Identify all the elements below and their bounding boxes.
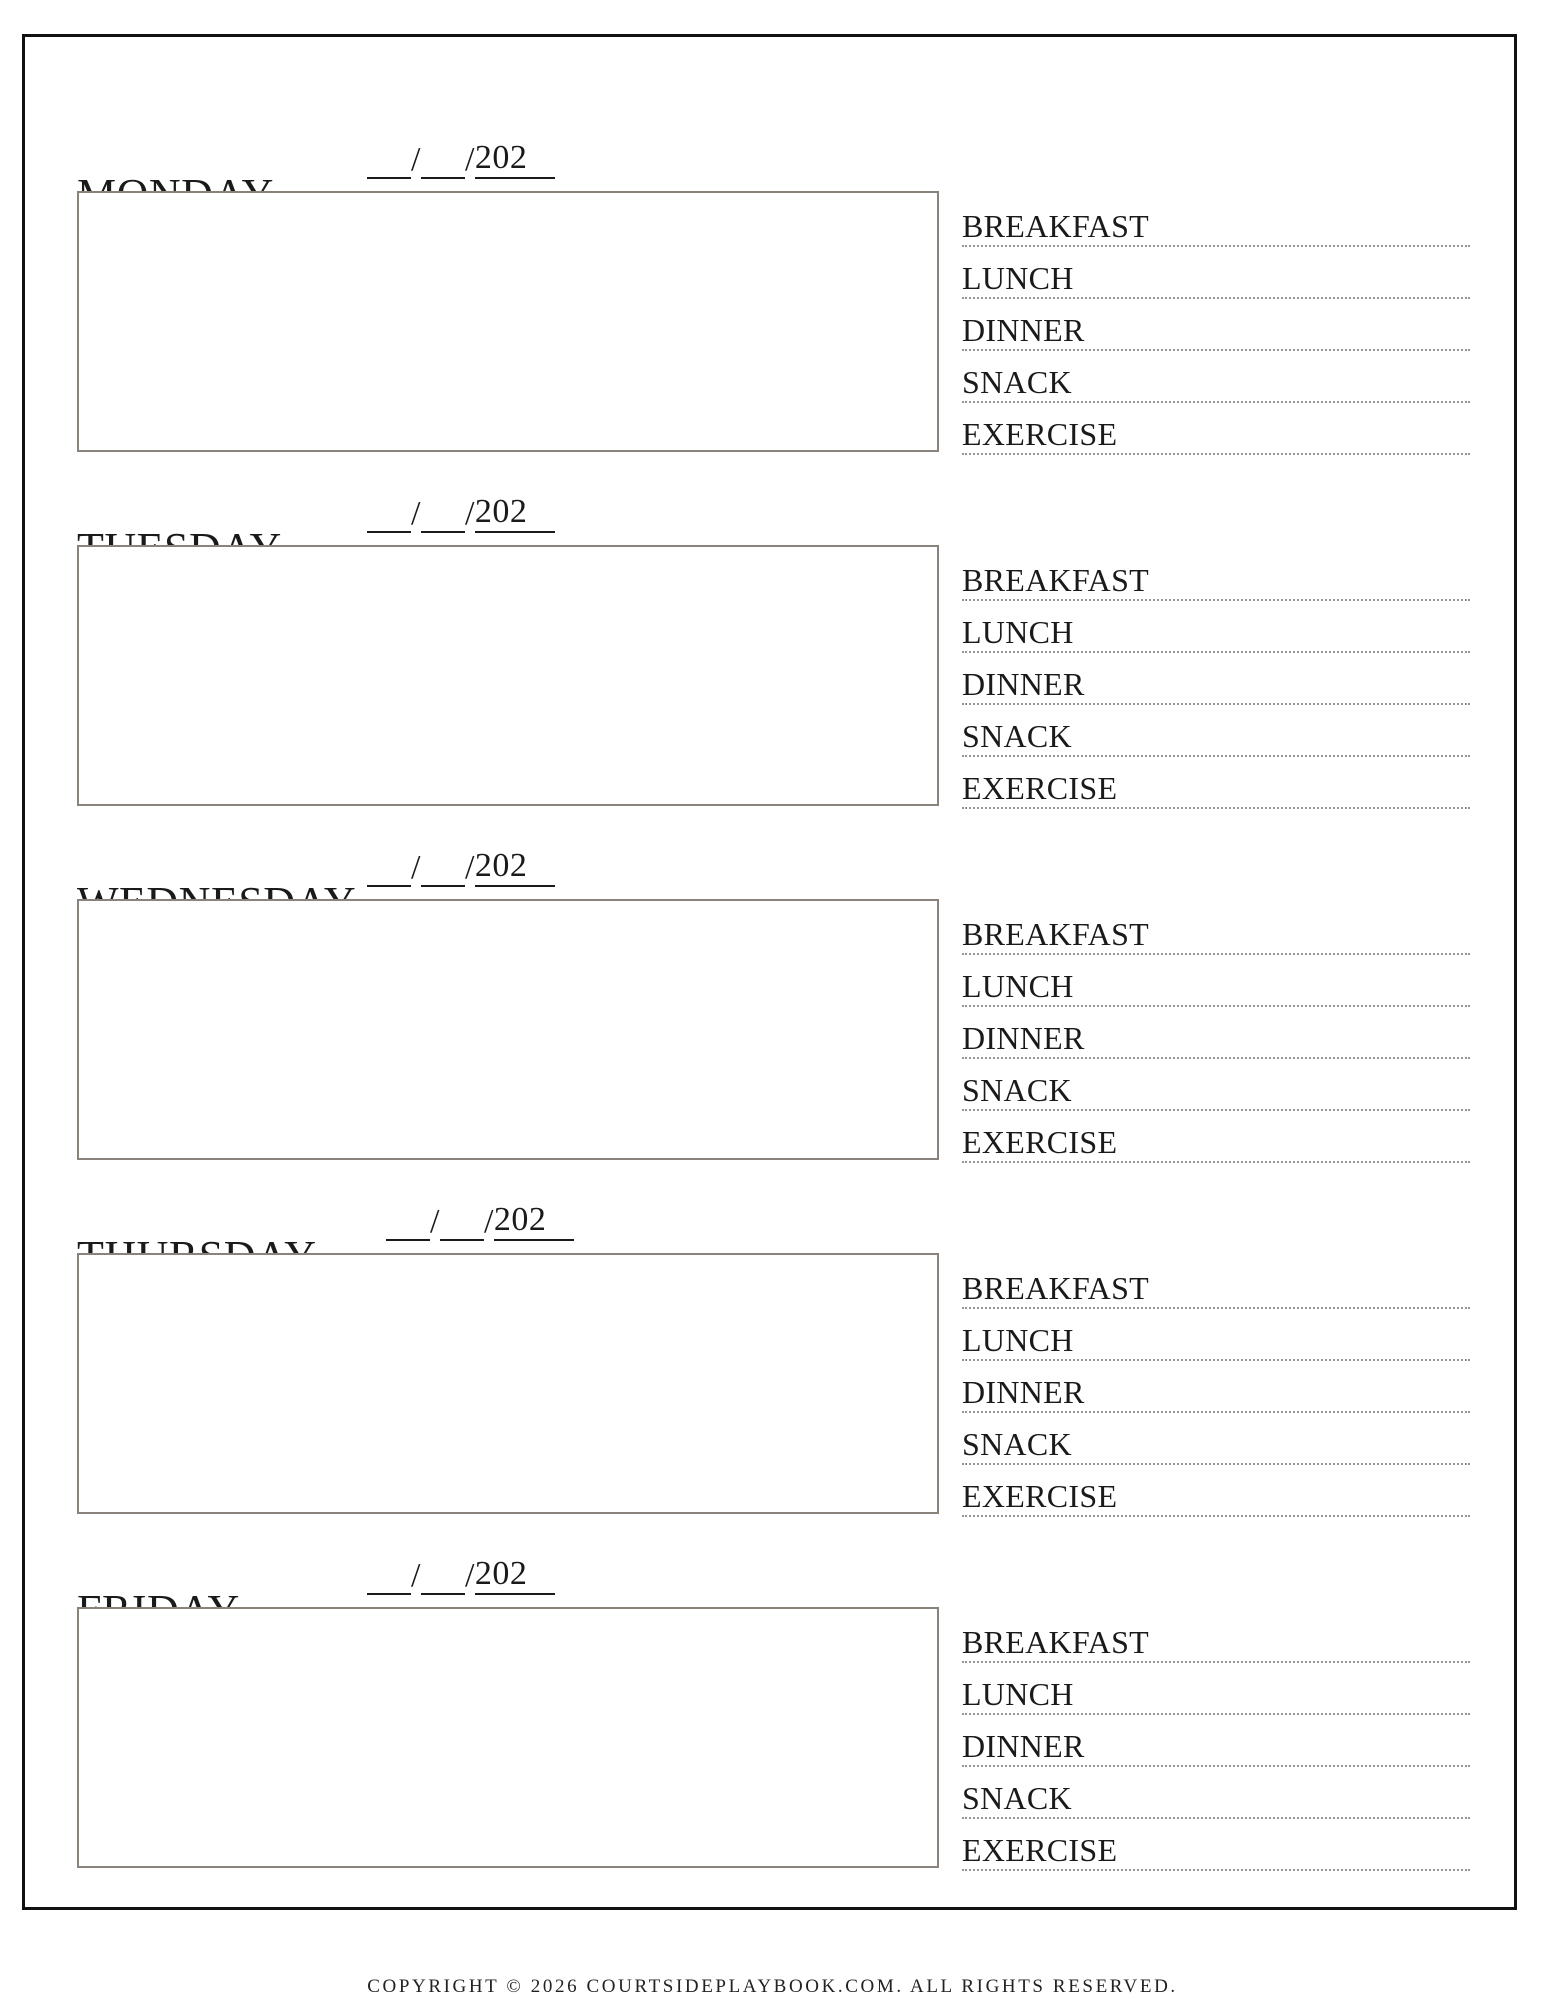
date-year-prefix: 202 (475, 139, 528, 179)
date-month-blank[interactable] (367, 493, 411, 533)
copyright-footer: COPYRIGHT © 2026 COURTSIDEPLAYBOOK.COM. ALL RIGHTS RESERVED. (367, 1976, 1178, 1997)
date-field[interactable] (367, 843, 555, 891)
meal-row-exercise[interactable] (962, 757, 1470, 809)
date-month-blank[interactable] (367, 847, 411, 887)
meal-row-dinner[interactable] (962, 299, 1470, 351)
meal-row-dinner[interactable] (962, 1007, 1470, 1059)
meal-row-exercise[interactable] (962, 403, 1470, 455)
meal-list (962, 549, 1470, 809)
date-separator: / (464, 849, 475, 886)
date-month-blank[interactable] (367, 1555, 411, 1595)
meal-row-dinner[interactable] (962, 1715, 1470, 1767)
notes-box[interactable] (77, 191, 939, 452)
meal-label: BREAKFAST (962, 1624, 1150, 1660)
meal-row-lunch[interactable] (962, 1663, 1470, 1715)
notes-box[interactable] (77, 545, 939, 806)
meal-row-snack[interactable] (962, 705, 1470, 757)
meal-row-lunch[interactable] (962, 1309, 1470, 1361)
date-month-blank[interactable] (386, 1201, 430, 1241)
meal-label: BREAKFAST (962, 208, 1150, 244)
meal-label: EXERCISE (962, 770, 1118, 806)
date-field[interactable] (367, 135, 555, 183)
meal-row-breakfast[interactable] (962, 1611, 1470, 1663)
meal-label: LUNCH (962, 614, 1074, 650)
meal-list (962, 195, 1470, 455)
date-separator: / (411, 1557, 421, 1594)
meal-row-breakfast[interactable] (962, 549, 1470, 601)
meal-list (962, 903, 1470, 1163)
meal-label: DINNER (962, 666, 1085, 702)
date-year-blank[interactable] (527, 1555, 555, 1595)
meal-row-snack[interactable] (962, 351, 1470, 403)
date-day-blank[interactable] (440, 1201, 484, 1241)
meal-label: BREAKFAST (962, 916, 1150, 952)
date-separator: / (464, 495, 475, 532)
date-year-blank[interactable] (527, 493, 555, 533)
meal-row-exercise[interactable] (962, 1111, 1470, 1163)
date-separator: / (483, 1203, 494, 1240)
meal-row-dinner[interactable] (962, 1361, 1470, 1413)
date-field[interactable] (367, 1551, 555, 1599)
meal-row-exercise[interactable] (962, 1819, 1470, 1871)
meal-row-snack[interactable] (962, 1413, 1470, 1465)
meal-row-lunch[interactable] (962, 601, 1470, 653)
meal-list (962, 1257, 1470, 1517)
date-year-prefix: 202 (475, 1555, 528, 1595)
date-field[interactable] (367, 489, 555, 537)
meal-label: LUNCH (962, 1322, 1074, 1358)
meal-label: DINNER (962, 312, 1085, 348)
date-separator: / (430, 1203, 440, 1240)
date-field[interactable] (386, 1197, 574, 1245)
meal-list (962, 1611, 1470, 1871)
date-day-blank[interactable] (421, 139, 465, 179)
date-year-blank[interactable] (546, 1201, 574, 1241)
meal-label: EXERCISE (962, 416, 1118, 452)
meal-row-breakfast[interactable] (962, 1257, 1470, 1309)
date-separator: / (464, 1557, 475, 1594)
meal-row-breakfast[interactable] (962, 903, 1470, 955)
meal-label: LUNCH (962, 260, 1074, 296)
day-section-tuesday (77, 487, 1470, 817)
day-section-monday (77, 133, 1470, 463)
date-separator: / (464, 141, 475, 178)
date-year-prefix: 202 (475, 493, 528, 533)
meal-label: SNACK (962, 1072, 1072, 1108)
day-section-wednesday (77, 841, 1470, 1171)
date-year-prefix: 202 (494, 1201, 547, 1241)
date-month-blank[interactable] (367, 139, 411, 179)
meal-label: DINNER (962, 1020, 1085, 1056)
meal-row-snack[interactable] (962, 1059, 1470, 1111)
date-separator: / (411, 495, 421, 532)
meal-row-dinner[interactable] (962, 653, 1470, 705)
date-year-blank[interactable] (527, 139, 555, 179)
meal-label: EXERCISE (962, 1478, 1118, 1514)
date-separator: / (411, 141, 421, 178)
day-section-friday (77, 1549, 1470, 1879)
date-year-blank[interactable] (527, 847, 555, 887)
day-section-thursday (77, 1195, 1470, 1525)
meal-row-exercise[interactable] (962, 1465, 1470, 1517)
date-year-prefix: 202 (475, 847, 528, 887)
meal-label: LUNCH (962, 1676, 1074, 1712)
meal-label: SNACK (962, 1426, 1072, 1462)
meal-label: BREAKFAST (962, 1270, 1150, 1306)
meal-label: SNACK (962, 718, 1072, 754)
date-day-blank[interactable] (421, 1555, 465, 1595)
date-day-blank[interactable] (421, 847, 465, 887)
meal-label: SNACK (962, 1780, 1072, 1816)
date-day-blank[interactable] (421, 493, 465, 533)
meal-label: DINNER (962, 1728, 1085, 1764)
date-separator: / (411, 849, 421, 886)
meal-label: EXERCISE (962, 1124, 1118, 1160)
notes-box[interactable] (77, 1607, 939, 1868)
notes-box[interactable] (77, 1253, 939, 1514)
meal-row-lunch[interactable] (962, 955, 1470, 1007)
meal-label: EXERCISE (962, 1832, 1118, 1868)
meal-label: LUNCH (962, 968, 1074, 1004)
meal-label: SNACK (962, 364, 1072, 400)
meal-label: BREAKFAST (962, 562, 1150, 598)
notes-box[interactable] (77, 899, 939, 1160)
meal-row-breakfast[interactable] (962, 195, 1470, 247)
meal-row-snack[interactable] (962, 1767, 1470, 1819)
meal-label: DINNER (962, 1374, 1085, 1410)
meal-row-lunch[interactable] (962, 247, 1470, 299)
